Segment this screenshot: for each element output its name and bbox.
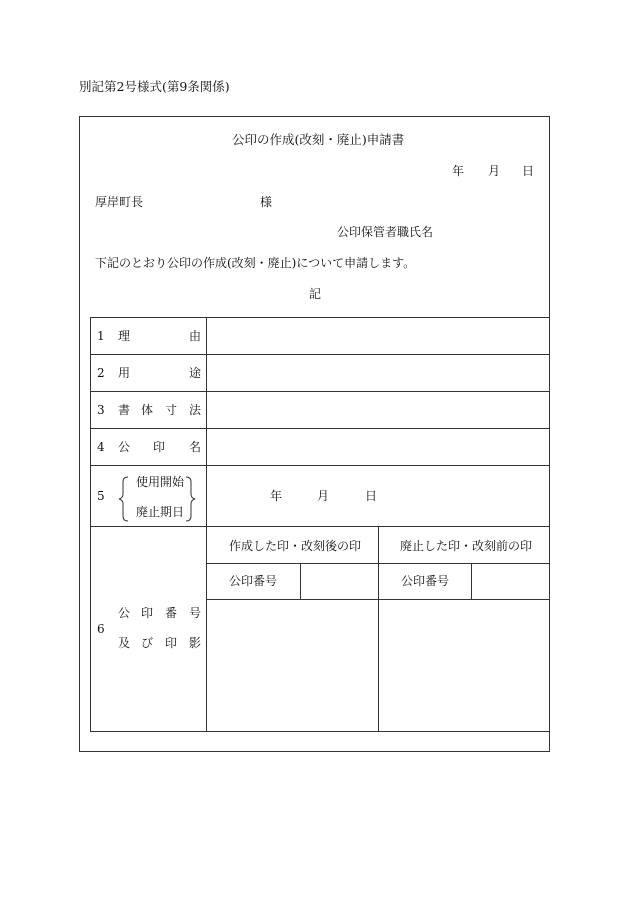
row-label-char: 番 bbox=[165, 606, 178, 620]
end-date-label: 廃止期日 bbox=[136, 505, 185, 519]
honorific: 様 bbox=[260, 195, 273, 209]
purpose-field[interactable] bbox=[207, 355, 549, 391]
form-id: 別記第2号様式(第9条関係) bbox=[79, 79, 230, 94]
row-label-char: 及 bbox=[118, 636, 131, 650]
row-label-char: 理 bbox=[118, 329, 131, 343]
abolished-seal-impression-area[interactable] bbox=[379, 600, 549, 731]
row-number: 1 bbox=[97, 329, 105, 343]
abolished-seal-number-label: 公印番号 bbox=[401, 574, 450, 588]
right-brace-icon bbox=[184, 476, 196, 522]
abolished-seal-number-field[interactable] bbox=[472, 564, 549, 599]
left-brace-icon bbox=[118, 476, 130, 522]
row-number: 3 bbox=[97, 403, 105, 417]
row-number: 4 bbox=[97, 440, 105, 454]
row-number: 6 bbox=[97, 622, 105, 636]
reason-field[interactable] bbox=[207, 318, 549, 354]
row-number: 2 bbox=[97, 366, 105, 380]
abolished-seal-header: 廃止した印・改刻前の印 bbox=[400, 539, 533, 553]
date-day-label: 日 bbox=[522, 164, 535, 178]
row-label-char: 印 bbox=[153, 440, 166, 454]
ki-mark: 記 bbox=[309, 287, 322, 301]
row5-year-label: 年 bbox=[270, 489, 283, 503]
row5-day-label: 日 bbox=[365, 489, 378, 503]
row-label-char: 印 bbox=[165, 636, 178, 650]
applicant-field[interactable] bbox=[432, 220, 542, 242]
statement: 下記のとおり公印の作成(改刻・廃止)について申請します。 bbox=[95, 256, 416, 270]
created-seal-number-label: 公印番号 bbox=[229, 574, 278, 588]
row-label-char: 書 bbox=[118, 403, 131, 417]
row-label-char: 影 bbox=[189, 636, 202, 650]
created-seal-header: 作成した印・改刻後の印 bbox=[229, 539, 362, 553]
row-label-char: 法 bbox=[189, 403, 202, 417]
row-label-char: 由 bbox=[189, 329, 202, 343]
row-label-char: 公 bbox=[118, 440, 131, 454]
date-month-field[interactable] bbox=[465, 160, 487, 180]
row-number: 5 bbox=[97, 489, 105, 503]
seal-name-field[interactable] bbox=[207, 429, 549, 465]
table-bottom-line bbox=[90, 731, 550, 732]
form-title: 公印の作成(改刻・廃止)申請書 bbox=[232, 132, 405, 147]
row-label-char: 名 bbox=[189, 440, 202, 454]
table-left-line bbox=[90, 317, 91, 731]
row-label-char: 途 bbox=[189, 366, 202, 380]
table-row-line bbox=[90, 526, 550, 527]
typeface-size-field[interactable] bbox=[207, 392, 549, 428]
row-label-char: 印 bbox=[141, 606, 154, 620]
row-label-char: 用 bbox=[118, 366, 131, 380]
addressee: 厚岸町長 bbox=[95, 195, 144, 209]
row-label-char: 体 bbox=[141, 403, 154, 417]
row-label-char: 号 bbox=[189, 606, 202, 620]
row-label-char: び bbox=[141, 636, 154, 650]
start-date-label: 使用開始 bbox=[136, 475, 185, 489]
date-year-label: 年 bbox=[452, 164, 465, 178]
date-month-label: 月 bbox=[488, 164, 501, 178]
created-seal-impression-area[interactable] bbox=[207, 600, 378, 731]
created-seal-number-field[interactable] bbox=[301, 564, 378, 599]
date-field[interactable] bbox=[207, 466, 549, 526]
applicant-label: 公印保管者職氏名 bbox=[337, 225, 434, 239]
row-label-char: 寸 bbox=[165, 403, 178, 417]
row5-month-label: 月 bbox=[317, 489, 330, 503]
row-label-char: 公 bbox=[118, 606, 131, 620]
